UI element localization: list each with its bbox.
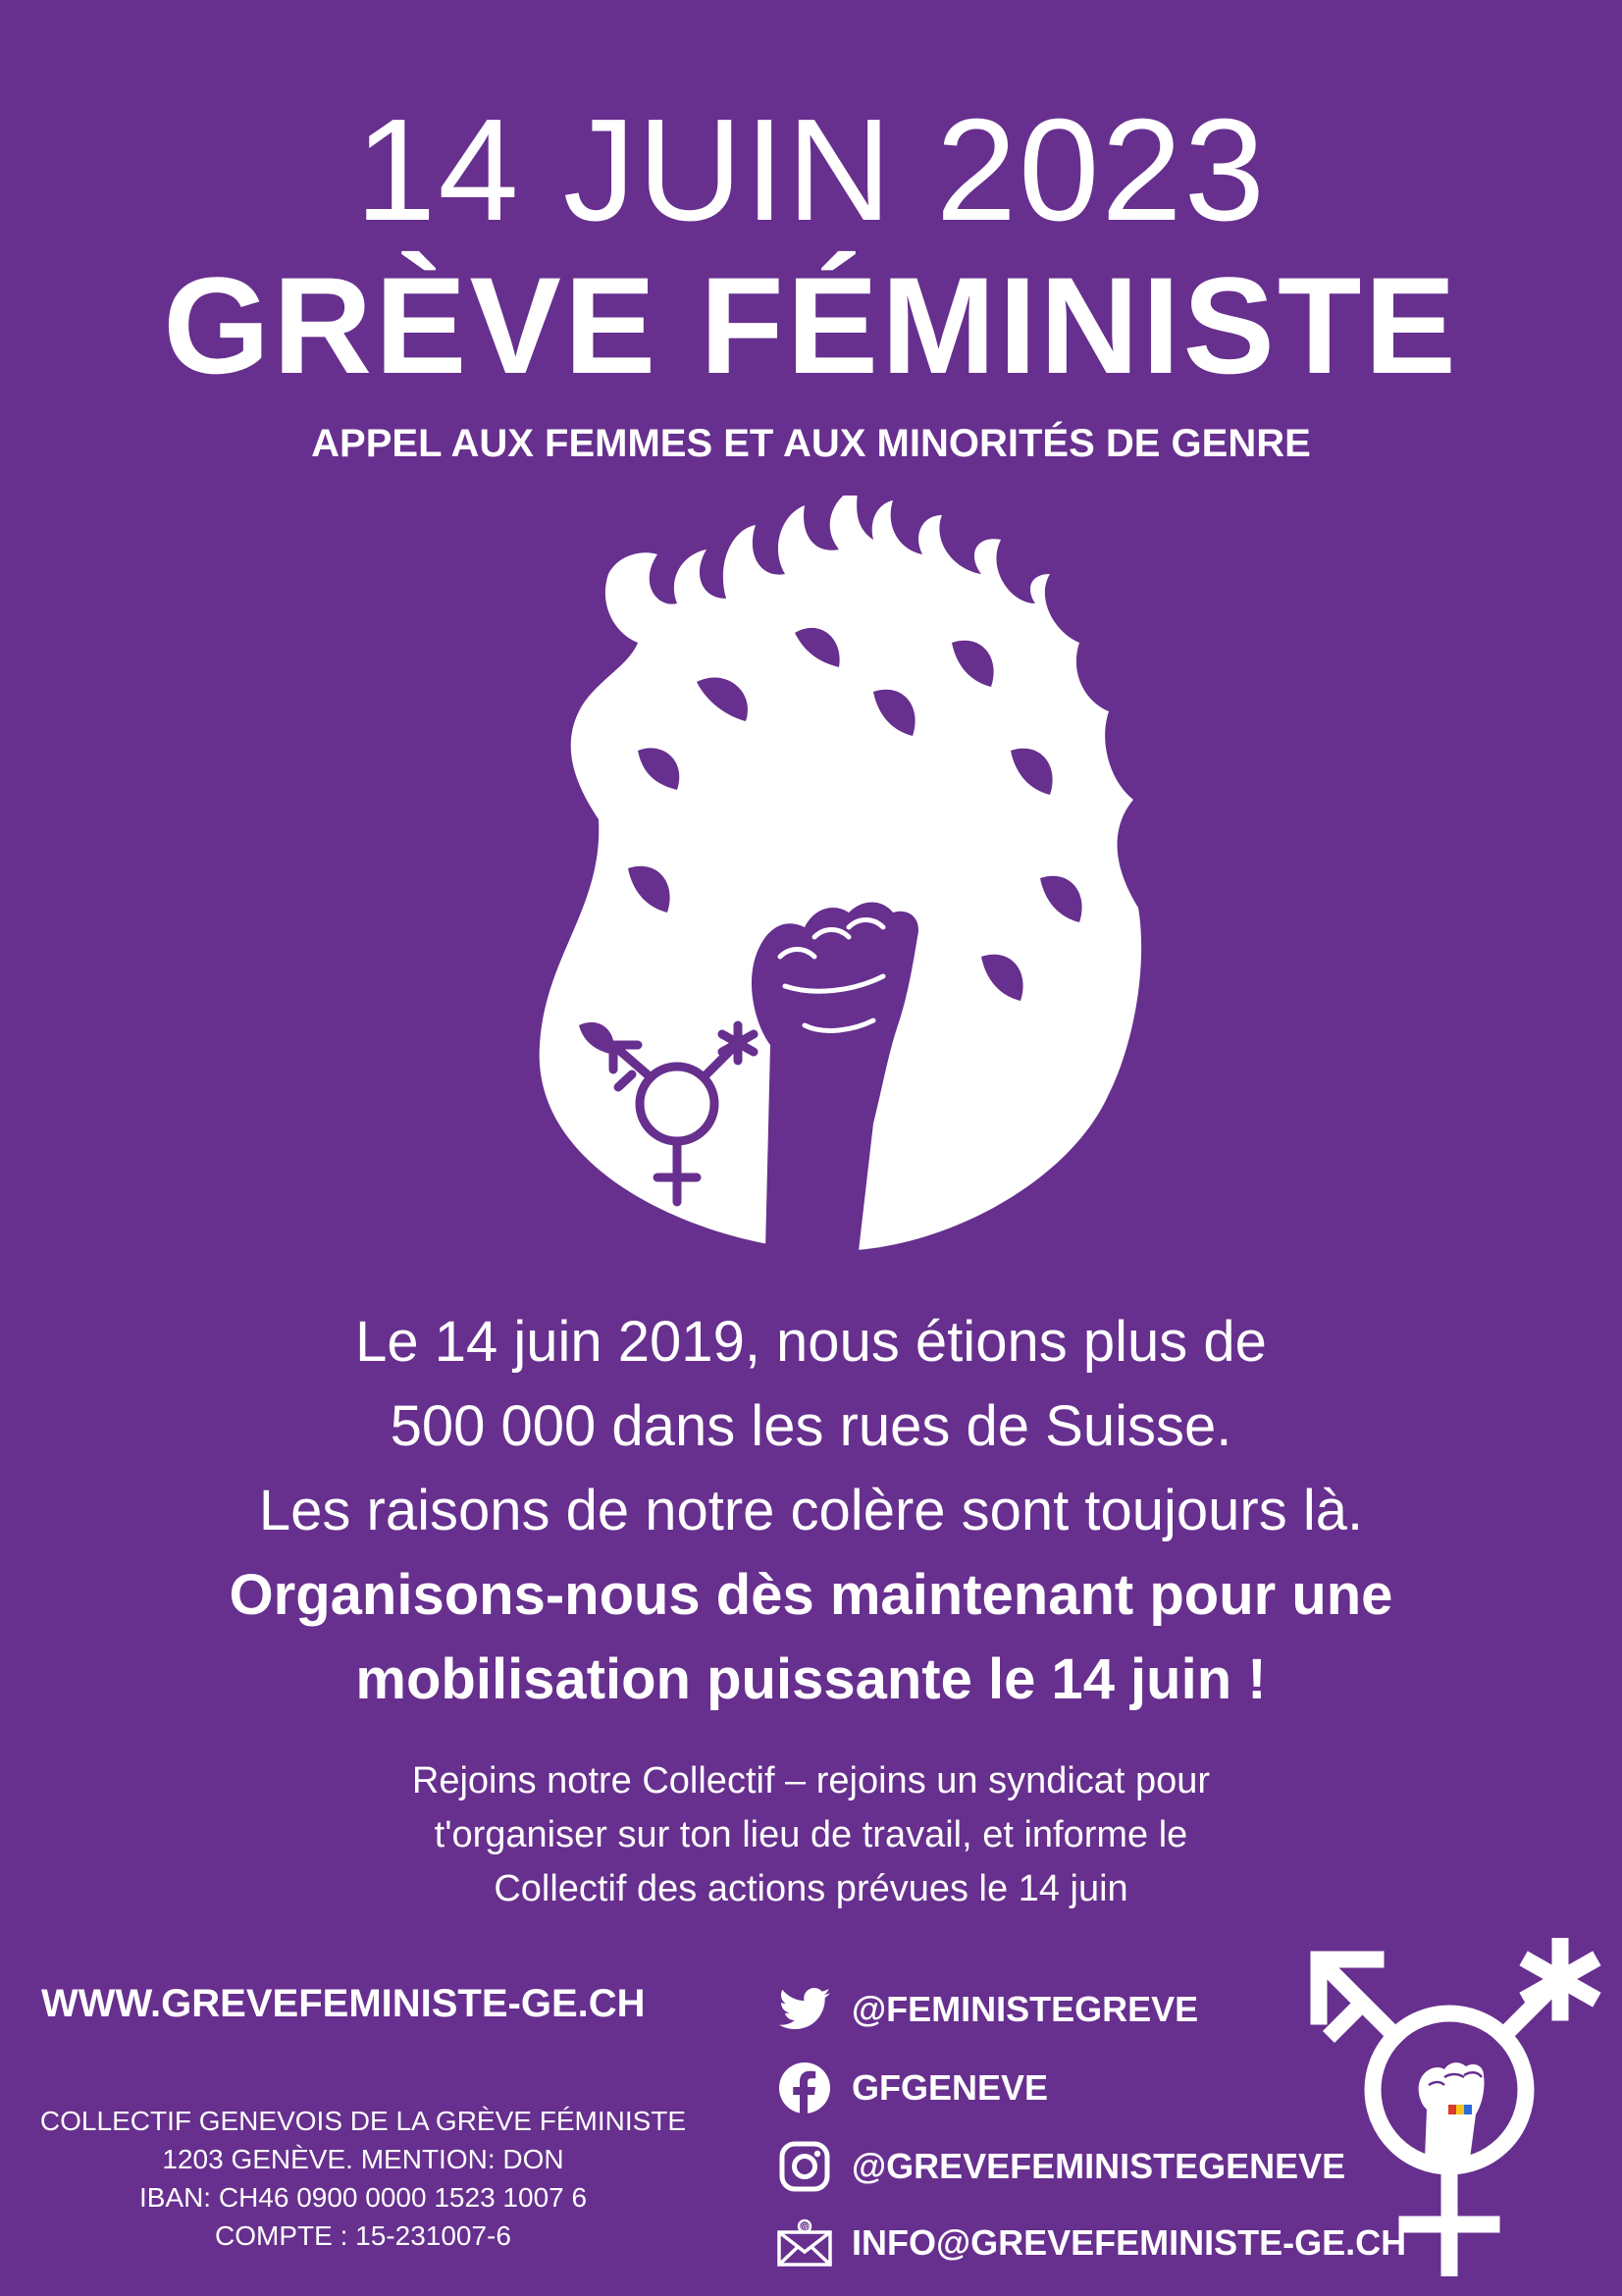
twitter-handle: @FEMINISTEGREVE xyxy=(852,1989,1199,2029)
svg-text:@: @ xyxy=(800,2222,810,2232)
trans-fist-logo-icon xyxy=(1297,1938,1603,2276)
address-line: COMPTE : 15-231007-6 xyxy=(215,2220,511,2251)
website-link[interactable]: WWW.GREVEFEMINISTE-GE.CH xyxy=(41,1982,646,2025)
instagram-icon xyxy=(775,2137,834,2196)
facebook-page: GFGENEVE xyxy=(852,2067,1049,2108)
strike-date: 14 JUIN 2023 xyxy=(355,89,1267,251)
intro-line: Le 14 juin 2019, nous étions plus de xyxy=(355,1310,1267,1374)
invite-line: t'organiser sur ton lieu de travail, et informe le xyxy=(434,1814,1188,1855)
envelope-icon xyxy=(775,2214,834,2272)
address-line: IBAN: CH46 0900 0000 1523 1007 6 xyxy=(138,2182,588,2213)
instagram-link[interactable] xyxy=(775,2137,1345,2196)
address-line: 1203 GENÈVE. MENTION: DON xyxy=(162,2144,564,2174)
instagram-handle: @GREVEFEMINISTEGENEVE xyxy=(852,2146,1346,2186)
twitter-icon xyxy=(775,1980,834,2039)
invite-text xyxy=(0,1754,1622,1916)
invite-line: Collectif des actions prévues le 14 juin xyxy=(494,1868,1128,1909)
email-address: INFO@GREVEFEMINISTE-GE.CH xyxy=(852,2222,1407,2263)
intro-line: Les raisons de notre colère sont toujours là. xyxy=(258,1479,1364,1542)
flame-fist-emblem-icon xyxy=(520,496,1148,1251)
twitter-link[interactable] xyxy=(775,1980,1198,2039)
facebook-link[interactable] xyxy=(775,2059,1048,2117)
invite-line: Rejoins notre Collectif – rejoins un syndicat pour xyxy=(411,1760,1211,1801)
page-title: GRÈVE FÉMINISTE xyxy=(163,248,1459,402)
call-to-action-line: Organisons-nous dès maintenant pour une xyxy=(229,1563,1393,1627)
facebook-icon xyxy=(775,2059,834,2117)
intro-line: 500 000 dans les rues de Suisse. xyxy=(390,1394,1232,1458)
collective-address xyxy=(0,2102,726,2255)
call-to-action-line: mobilisation puissante le 14 juin ! xyxy=(355,1647,1267,1711)
intro-text xyxy=(0,1300,1622,1722)
address-line: COLLECTIF GENEVOIS DE LA GRÈVE FÉMINISTE xyxy=(39,2106,687,2136)
appeal-subtitle: APPEL AUX FEMMES ET AUX MINORITÉS DE GENRE xyxy=(311,422,1311,465)
